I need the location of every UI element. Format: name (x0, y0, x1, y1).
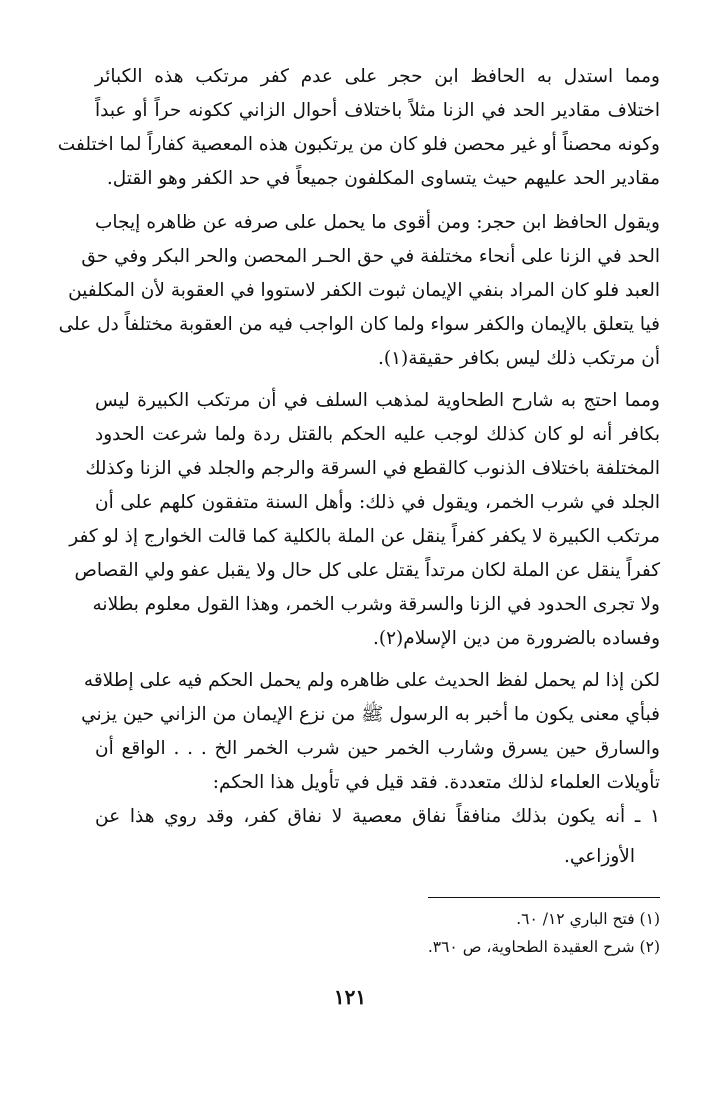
paragraph-3-line-1: ومما احتج به شارح الطحاوية لمذهب السلف في أن مرتكب الكبيرة ليس (95, 390, 660, 411)
paragraph-3-line-4: الجلد في شرب الخمر، ويقول في ذلك: وأهل السنة متفقون كلهم على أن (95, 492, 660, 513)
paragraph-3-line-3: المختلفة باختلاف الذنوب كالقطع في السرقة والرجم والجلد في الزنا وكذلك (85, 458, 660, 479)
list-item-1-line-2: الأوزاعي. (563, 846, 635, 867)
paragraph-4-line-4: تأويلات العلماء لذلك متعددة. فقد قيل في تأويل هذا الحكم: (212, 772, 660, 793)
paragraph-1-line-2: اختلاف مقادير الحد في الزنا مثلاً باختلاف أحوال الزاني ككونه حراً أو عبداً (95, 100, 660, 121)
paragraph-2-line-1: ويقول الحافظ ابن حجر: ومن أقوى ما يحمل على صرفه عن ظاهره إيجاب (95, 212, 660, 233)
paragraph-3-line-6: كفراً ينقل عن الملة لكان مرتداً يقتل على كل حال ولا يقبل عفو ولي القصاص (74, 560, 660, 581)
paragraph-2-line-5: أن مرتكب ذلك ليس بكافر حقيقة(١). (377, 348, 660, 369)
paragraph-2-line-4: فيا يتعلق بالإيمان والكفر سواء ولما كان الواجب فيه من العقوبة مختلفاً دل على (58, 314, 660, 335)
footnote-2: (٢) شرح العقيدة الطحاوية، ص ٣٦٠. (427, 938, 660, 956)
paragraph-2-line-2: الحد في الزنا على أنحاء مختلفة في حق الحـر المحصن والحر البكر وفي حق (81, 246, 660, 267)
paragraph-4-line-2: فبأي معنى يكون ما أخبر به الرسول ﷺ من نزع الإيمان من الزاني حين يزني (81, 704, 660, 725)
paragraph-3-line-7: ولا تجرى الحدود في الزنا والسرقة وشرب الخمر، وهذا القول معلوم بطلانه (92, 594, 660, 615)
paragraph-3-line-8: وفساده بالضرورة من دين الإسلام(٢). (372, 628, 660, 649)
footnote-divider (428, 897, 660, 898)
paragraph-4-line-1: لكن إذا لم يحمل لفظ الحديث على ظاهره ولم يحمل الحكم فيه على إطلاقه (83, 670, 660, 691)
page-number: ١٢١ (333, 985, 367, 1009)
paragraph-2-line-3: العبد فلو كان المراد بنفي الإيمان ثبوت الكفر لاستووا في العقوبة لأن المكلفين (68, 280, 660, 301)
footnote-1: (١) فتح الباري ١٢/ ٦٠. (516, 910, 660, 928)
paragraph-3-line-2: بكافر أنه لو كان كذلك لوجب عليه الحكم بالقتل ردة ولما شرعت الحدود (95, 424, 660, 445)
paragraph-4-line-3: والسارق حين يسرق وشارب الخمر حين شرب الخمر الخ . . . الواقع أن (95, 738, 660, 759)
paragraph-1-line-3: وكونه محصناً أو غير محصن فلو كان من يرتكبون هذه المعصية كفاراً لما اختلفت (57, 134, 660, 155)
paragraph-1-line-4: مقادير الحد عليهم حيث يتساوى المكلفون جميعاً في حد الكفر وهو القتل. (106, 168, 660, 189)
paragraph-3-line-5: مرتكب الكبيرة لا يكفر كفراً ينقل عن الملة بالكلية كما قالت الخوارج إذ لو كفر (69, 526, 660, 547)
list-item-1-line-1: ١ ـ أنه يكون بذلك منافقاً نفاق معصية لا نفاق كفر، وقد روي هذا عن (95, 806, 660, 827)
paragraph-1-line-1: ومما استدل به الحافظ ابن حجر على عدم كفر مرتكب هذه الكبائر (95, 66, 660, 87)
